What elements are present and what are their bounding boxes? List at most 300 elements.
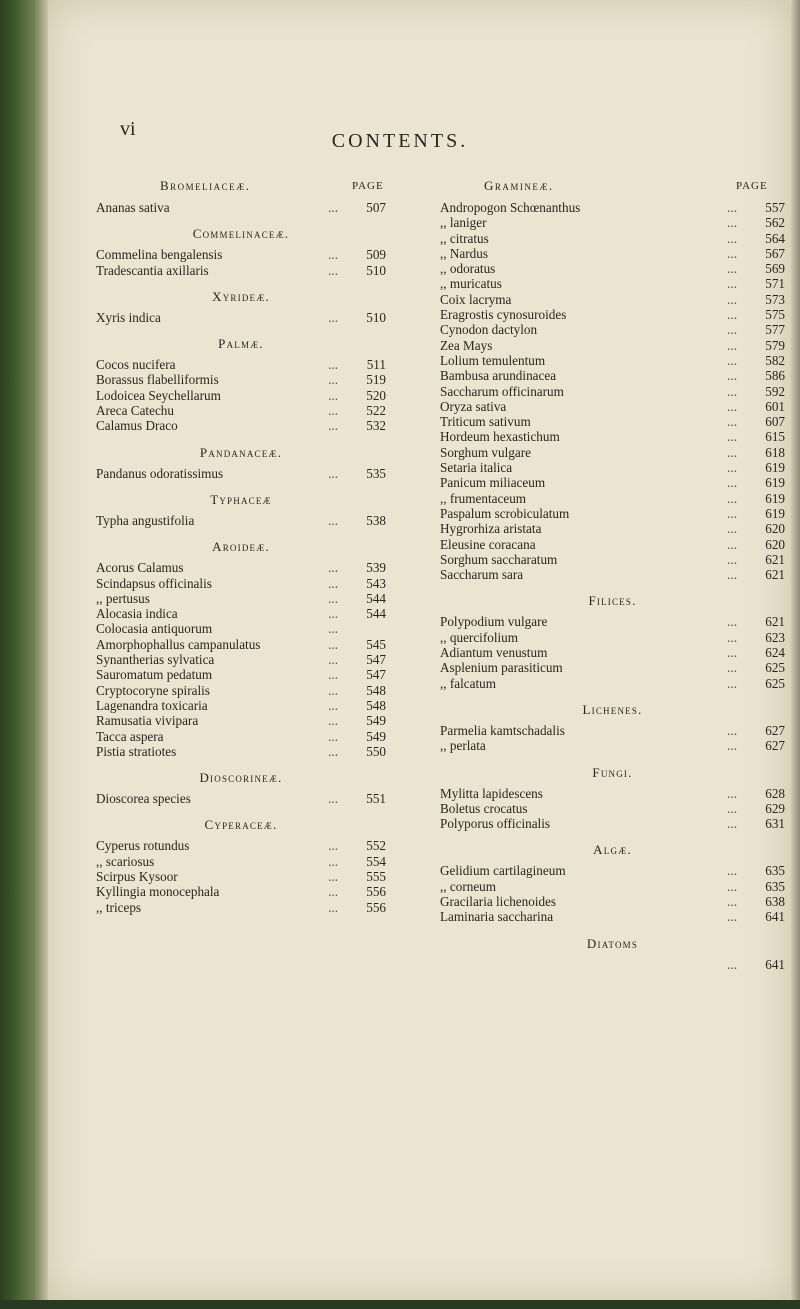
- entry-name: Andropogon Schœnanthus: [440, 200, 581, 215]
- dot-leader: ...: [727, 276, 737, 292]
- entry-name: ,, laniger: [440, 215, 487, 231]
- entry-name: ,, odoratus: [440, 261, 496, 277]
- entry-name: Eragrostis cynosuroides: [440, 307, 567, 323]
- family-heading: Lichenes.: [582, 701, 643, 717]
- entry-name: Lodoicea Seychellarum: [96, 387, 221, 403]
- index-entry: [440, 307, 785, 322]
- entry-name: Tacca aspera: [96, 728, 164, 744]
- index-entry: [440, 414, 785, 429]
- entry-name: ,, quercifolium: [440, 629, 519, 645]
- dot-leader: ...: [727, 505, 737, 521]
- index-entry: [440, 429, 785, 444]
- entry-name: ,, triceps: [96, 899, 142, 915]
- dot-leader: ...: [328, 899, 338, 915]
- entry-page-number: 562: [765, 215, 785, 231]
- dot-leader: ...: [328, 357, 338, 373]
- index-entry: [96, 576, 386, 591]
- entry-page-number: 625: [765, 675, 785, 691]
- entry-page-number: 535: [366, 465, 386, 481]
- section-gap: [96, 806, 386, 817]
- entry-name: Borassus flabelliformis: [96, 372, 219, 388]
- dot-leader: ...: [727, 660, 737, 676]
- dot-leader: ...: [328, 575, 338, 591]
- dot-leader: ...: [727, 567, 737, 583]
- entry-name: Acorus Calamus: [96, 560, 184, 576]
- entry-page-number: 547: [366, 667, 386, 683]
- entry-name: Xyris indica: [96, 309, 161, 325]
- index-entry: [96, 621, 386, 636]
- index-entry: [440, 723, 785, 738]
- entry-page-number: 549: [366, 713, 386, 729]
- entry-page-number: 592: [765, 383, 785, 399]
- entry-page-number: 619: [765, 475, 785, 491]
- entry-name: Pandanus odoratissimus: [96, 465, 224, 481]
- entry-name: Setaria italica: [440, 460, 513, 476]
- entry-name: Gracilaria lichenoides: [440, 893, 557, 909]
- entry-name: Laminaria saccharina: [440, 909, 554, 925]
- dot-leader: ...: [328, 697, 338, 713]
- entry-name: Ananas sativa: [96, 200, 170, 215]
- dot-leader: ...: [328, 512, 338, 528]
- dot-leader: ...: [328, 418, 338, 434]
- entry-name: Colocasia antiquorum: [96, 621, 213, 637]
- entry-name: Parmelia kamtschadalis: [440, 722, 565, 738]
- entry-name: Synantherias sylvatica: [96, 652, 215, 668]
- dot-leader: ...: [727, 429, 737, 445]
- entry-page-number: 579: [765, 337, 785, 353]
- entry-page-number: 510: [366, 309, 386, 325]
- index-entry: [440, 322, 785, 337]
- entry-page-number: 619: [765, 490, 785, 506]
- dot-leader: ...: [727, 291, 737, 307]
- entry-page-number: 548: [366, 697, 386, 713]
- right-page-column-header: PAGE: [736, 180, 768, 192]
- entry-page-number: 520: [366, 387, 386, 403]
- index-entry: [96, 698, 386, 713]
- dot-leader: ...: [727, 307, 737, 323]
- index-entry: [96, 729, 386, 744]
- index-entry: [440, 384, 785, 399]
- index-entry: [96, 606, 386, 621]
- dot-leader: ...: [727, 245, 737, 261]
- dot-leader: ...: [727, 215, 737, 231]
- index-entry: [440, 521, 785, 536]
- index-entry: [440, 676, 785, 691]
- entry-page-number: 556: [366, 899, 386, 915]
- entry-page-number: 631: [765, 816, 785, 832]
- index-entry: [440, 630, 785, 645]
- entry-name: Boletus crocatus: [440, 800, 528, 816]
- entry-page-number: 545: [366, 636, 386, 652]
- entry-name: Scirpus Kysoor: [96, 869, 178, 885]
- entry-name: Asplenium parasiticum: [440, 660, 563, 676]
- entry-page-number: 615: [765, 429, 785, 445]
- index-entry: [440, 338, 785, 353]
- entry-name: Hygrorhiza aristata: [440, 521, 542, 537]
- entry-page-number: 557: [765, 200, 785, 215]
- section-gap: [440, 831, 785, 842]
- dot-leader: ...: [727, 337, 737, 353]
- entry-page-number: 554: [366, 853, 386, 869]
- index-entry: [440, 863, 785, 878]
- dot-leader: ...: [328, 590, 338, 606]
- entry-name: Coix lacryma: [440, 291, 512, 307]
- dot-leader: ...: [727, 738, 737, 754]
- entry-page-number: 511: [366, 357, 386, 373]
- entry-page-number: 625: [765, 660, 785, 676]
- entry-name: Cynodon dactylon: [440, 322, 538, 338]
- entry-page-number: 539: [366, 560, 386, 576]
- bottom-edge: [0, 1300, 800, 1309]
- entry-name: Paspalum scrobiculatum: [440, 505, 570, 521]
- dot-leader: ...: [727, 629, 737, 645]
- index-entry: [96, 744, 386, 759]
- dot-leader: ...: [727, 816, 737, 832]
- dot-leader: ...: [727, 893, 737, 909]
- right-first-family-header: Gramineæ.: [484, 178, 554, 193]
- dot-leader: ...: [727, 863, 737, 879]
- index-entry: [440, 460, 785, 475]
- family-heading: Aroideæ.: [212, 539, 270, 555]
- dot-leader: ...: [328, 262, 338, 278]
- entry-name: Panicum miliaceum: [440, 475, 546, 491]
- index-entry: [96, 652, 386, 667]
- section-gap: [96, 278, 386, 289]
- dot-leader: ...: [727, 475, 737, 491]
- family-heading: Palmæ.: [218, 336, 264, 352]
- entry-page-number: 621: [765, 567, 785, 583]
- dot-leader: ...: [727, 398, 737, 414]
- entry-name: Areca Catechu: [96, 403, 174, 419]
- entry-page-number: 573: [765, 291, 785, 307]
- entry-page-number: 575: [765, 307, 785, 323]
- section-gap: [96, 528, 386, 539]
- entry-page-number: 582: [765, 352, 785, 368]
- dot-leader: ...: [328, 682, 338, 698]
- index-entry: [96, 900, 386, 915]
- entry-name: Cyperus rotundus: [96, 838, 190, 854]
- dot-leader: ...: [328, 372, 338, 388]
- index-entry: [440, 368, 785, 383]
- index-entry: [96, 388, 386, 403]
- index-entry: [96, 403, 386, 418]
- dot-leader: ...: [328, 387, 338, 403]
- dot-leader: ...: [727, 414, 737, 430]
- family-heading: Fungi.: [592, 764, 633, 780]
- dot-leader: ...: [727, 352, 737, 368]
- dot-leader: ...: [328, 869, 338, 885]
- entry-page-number: 538: [366, 512, 386, 528]
- dot-leader: ...: [727, 536, 737, 552]
- index-entry: [96, 357, 386, 372]
- index-entry: [96, 667, 386, 682]
- index-entry: [440, 660, 785, 675]
- dot-leader: ...: [727, 551, 737, 567]
- entry-name: Tradescantia axillaris: [96, 262, 209, 278]
- entry-page-number: 556: [366, 884, 386, 900]
- entry-name: Gelidium cartilagineum: [440, 863, 566, 879]
- dot-leader: ...: [328, 636, 338, 652]
- entry-page-number: 551: [366, 791, 386, 807]
- index-entry: [440, 261, 785, 276]
- index-entry: [440, 276, 785, 291]
- left-column: [96, 200, 386, 915]
- index-entry: [440, 246, 785, 261]
- entry-name: ,, frumentaceum: [440, 490, 527, 506]
- entry-name: Eleusine coracana: [440, 536, 536, 552]
- entry-name: Alocasia indica: [96, 606, 178, 622]
- entry-page-number: 543: [366, 575, 386, 591]
- index-entry: [440, 475, 785, 490]
- index-entry: [440, 816, 785, 831]
- family-heading: Cyperaceæ.: [204, 817, 278, 833]
- entry-page-number: 619: [765, 460, 785, 476]
- index-entry: [440, 786, 785, 801]
- section-gap: [440, 582, 785, 593]
- dot-leader: ...: [727, 722, 737, 738]
- dot-leader: ...: [328, 743, 338, 759]
- entry-name: ,, pertusus: [96, 590, 150, 606]
- index-entry: [96, 418, 386, 433]
- entry-name: Dioscorea species: [96, 791, 191, 807]
- left-first-family-header: Bromeliaceæ.: [160, 178, 251, 193]
- dot-leader: ...: [328, 838, 338, 854]
- index-entry: [440, 894, 785, 909]
- index-entry: [440, 200, 785, 215]
- dot-leader: ...: [328, 791, 338, 807]
- family-heading: Typhaceæ: [210, 491, 272, 507]
- index-entry: [440, 537, 785, 552]
- entry-name: ,, Nardus: [440, 245, 488, 261]
- entry-page-number: 577: [765, 322, 785, 338]
- index-entry: [96, 838, 386, 853]
- entry-page-number: 522: [366, 403, 386, 419]
- entry-page-number: 638: [765, 893, 785, 909]
- dot-leader: ...: [727, 460, 737, 476]
- entry-page-number: 641: [765, 956, 785, 972]
- entry-name: Saccharum sara: [440, 567, 524, 583]
- index-entry: [96, 513, 386, 528]
- index-entry: [440, 567, 785, 582]
- entry-page-number: 621: [765, 551, 785, 567]
- index-entry: [440, 879, 785, 894]
- dot-leader: ...: [727, 785, 737, 801]
- dot-leader: ...: [328, 667, 338, 683]
- section-gap: [96, 759, 386, 770]
- entry-name: Mylitta lapidescens: [440, 785, 543, 801]
- section-gap: [96, 481, 386, 492]
- index-entry: [96, 591, 386, 606]
- dot-leader: ...: [727, 200, 737, 215]
- entry-page-number: 569: [765, 261, 785, 277]
- entry-name: Adiantum venustum: [440, 645, 548, 661]
- index-entry: [96, 466, 386, 481]
- index-entry: [96, 854, 386, 869]
- dot-leader: ...: [328, 465, 338, 481]
- entry-page-number: 586: [765, 368, 785, 384]
- index-entry: [96, 869, 386, 884]
- dot-leader: ...: [727, 261, 737, 277]
- dot-leader: ...: [328, 884, 338, 900]
- dot-leader: ...: [328, 309, 338, 325]
- entry-page-number: 628: [765, 785, 785, 801]
- entry-page-number: 544: [366, 590, 386, 606]
- entry-name: ,, falcatum: [440, 675, 497, 691]
- entry-name: Zea Mays: [440, 337, 493, 353]
- entry-name: Scindapsus officinalis: [96, 575, 212, 591]
- index-entry: [440, 645, 785, 660]
- entry-page-number: 624: [765, 645, 785, 661]
- entry-page-number: 623: [765, 629, 785, 645]
- page-title: CONTENTS.: [331, 130, 469, 152]
- index-entry: [440, 231, 785, 246]
- index-entry: [440, 399, 785, 414]
- entry-page-number: 510: [366, 262, 386, 278]
- entry-name: ,, citratus: [440, 230, 489, 246]
- dot-leader: ...: [727, 645, 737, 661]
- index-entry: [440, 614, 785, 629]
- dot-leader: ...: [727, 444, 737, 460]
- entry-page-number: 620: [765, 521, 785, 537]
- family-heading: Diatoms: [586, 935, 639, 951]
- entry-page-number: 550: [366, 743, 386, 759]
- family-heading: Dioscorineæ.: [199, 770, 283, 786]
- dot-leader: ...: [727, 614, 737, 630]
- family-heading: Algæ.: [593, 842, 632, 858]
- dot-leader: ...: [328, 560, 338, 576]
- dot-leader: ...: [328, 200, 338, 215]
- dot-leader: ...: [727, 909, 737, 925]
- entry-name: Cocos nucifera: [96, 357, 176, 373]
- entry-page-number: 620: [765, 536, 785, 552]
- dot-leader: ...: [727, 675, 737, 691]
- dot-leader: ...: [328, 728, 338, 744]
- section-gap: [440, 754, 785, 765]
- dot-leader: ...: [328, 403, 338, 419]
- family-heading: Xyrideæ.: [212, 288, 270, 304]
- entry-name: Commelina bengalensis: [96, 247, 223, 263]
- entry-page-number: 555: [366, 869, 386, 885]
- entry-name: Cryptocoryne spiralis: [96, 682, 210, 698]
- entry-page-number: 547: [366, 652, 386, 668]
- entry-name: Lagenandra toxicaria: [96, 697, 208, 713]
- index-entry: [440, 738, 785, 753]
- index-entry: [440, 909, 785, 924]
- entry-page-number: 621: [765, 614, 785, 630]
- dot-leader: ...: [727, 521, 737, 537]
- entry-name: Ramusatia vivipara: [96, 713, 199, 729]
- entry-page-number: 641: [765, 909, 785, 925]
- dot-leader: ...: [328, 621, 338, 637]
- entry-page-number: 635: [765, 878, 785, 894]
- entry-name: Lolium temulentum: [440, 352, 546, 368]
- section-gap: [440, 925, 785, 936]
- dot-leader: ...: [727, 368, 737, 384]
- dot-leader: ...: [328, 247, 338, 263]
- index-entry: [96, 637, 386, 652]
- entry-page-number: 619: [765, 505, 785, 521]
- dot-leader: ...: [727, 383, 737, 399]
- entry-name: ,, muricatus: [440, 276, 502, 292]
- entry-page-number: 544: [366, 606, 386, 622]
- index-entry: [440, 292, 785, 307]
- dot-leader: ...: [727, 800, 737, 816]
- entry-page-number: 532: [366, 418, 386, 434]
- entry-page-number: 627: [765, 738, 785, 754]
- dot-leader: ...: [328, 713, 338, 729]
- entry-page-number: 509: [366, 247, 386, 263]
- entry-name: Saccharum officinarum: [440, 383, 564, 399]
- entry-name: ,, corneum: [440, 878, 497, 894]
- index-entry: [96, 713, 386, 728]
- dot-leader: ...: [727, 956, 737, 972]
- entry-name: Polypodium vulgare: [440, 614, 548, 630]
- index-entry: [440, 491, 785, 506]
- entry-name: ,, scariosus: [96, 853, 155, 869]
- dot-leader: ...: [727, 230, 737, 246]
- dot-leader: ...: [727, 878, 737, 894]
- index-entry: [440, 506, 785, 521]
- entry-page-number: 548: [366, 682, 386, 698]
- entry-name: Pistia stratiotes: [96, 743, 177, 759]
- entry-page-number: 629: [765, 800, 785, 816]
- entry-name: Sorghum saccharatum: [440, 551, 558, 567]
- entry-name: Bambusa arundinacea: [440, 368, 557, 384]
- dot-leader: ...: [727, 490, 737, 506]
- index-entry: [96, 263, 386, 278]
- entry-name: Sorghum vulgare: [440, 444, 531, 460]
- page-number: vi: [120, 118, 136, 140]
- index-entry: [96, 310, 386, 325]
- entry-name: Calamus Draco: [96, 418, 178, 434]
- index-entry: [440, 445, 785, 460]
- index-entry: [440, 552, 785, 567]
- entry-page-number: 567: [765, 245, 785, 261]
- entry-name: Typha angustifolia: [96, 512, 195, 528]
- index-entry: [440, 353, 785, 368]
- entry-name: Amorphophallus campanulatus: [96, 636, 261, 652]
- entry-page-number: 549: [366, 728, 386, 744]
- entry-page-number: 564: [765, 230, 785, 246]
- entry-page-number: 601: [765, 398, 785, 414]
- index-entry: [440, 957, 785, 972]
- entry-page-number: 571: [765, 276, 785, 292]
- entry-page-number: 552: [366, 838, 386, 854]
- entry-name: Polyporus officinalis: [440, 816, 551, 832]
- entry-page-number: 519: [366, 372, 386, 388]
- dot-leader: ...: [328, 853, 338, 869]
- entry-name: Oryza sativa: [440, 398, 507, 414]
- family-heading: Filices.: [588, 593, 637, 609]
- entry-name: Sauromatum pedatum: [96, 667, 213, 683]
- section-gap: [440, 691, 785, 702]
- entry-name: Triticum sativum: [440, 414, 531, 430]
- family-heading: Pandanaceæ.: [199, 444, 283, 460]
- entry-page-number: 635: [765, 863, 785, 879]
- index-entry: [96, 884, 386, 899]
- entry-page-number: 618: [765, 444, 785, 460]
- family-heading: Commelinaceæ.: [192, 226, 290, 242]
- index-entry: [440, 215, 785, 230]
- section-gap: [96, 434, 386, 445]
- entry-name: Hordeum hexastichum: [440, 429, 560, 445]
- index-entry: [96, 200, 386, 215]
- index-entry: [96, 372, 386, 387]
- entry-page-number: 607: [765, 414, 785, 430]
- entry-page-number: 627: [765, 722, 785, 738]
- index-entry: [96, 791, 386, 806]
- section-gap: [96, 215, 386, 226]
